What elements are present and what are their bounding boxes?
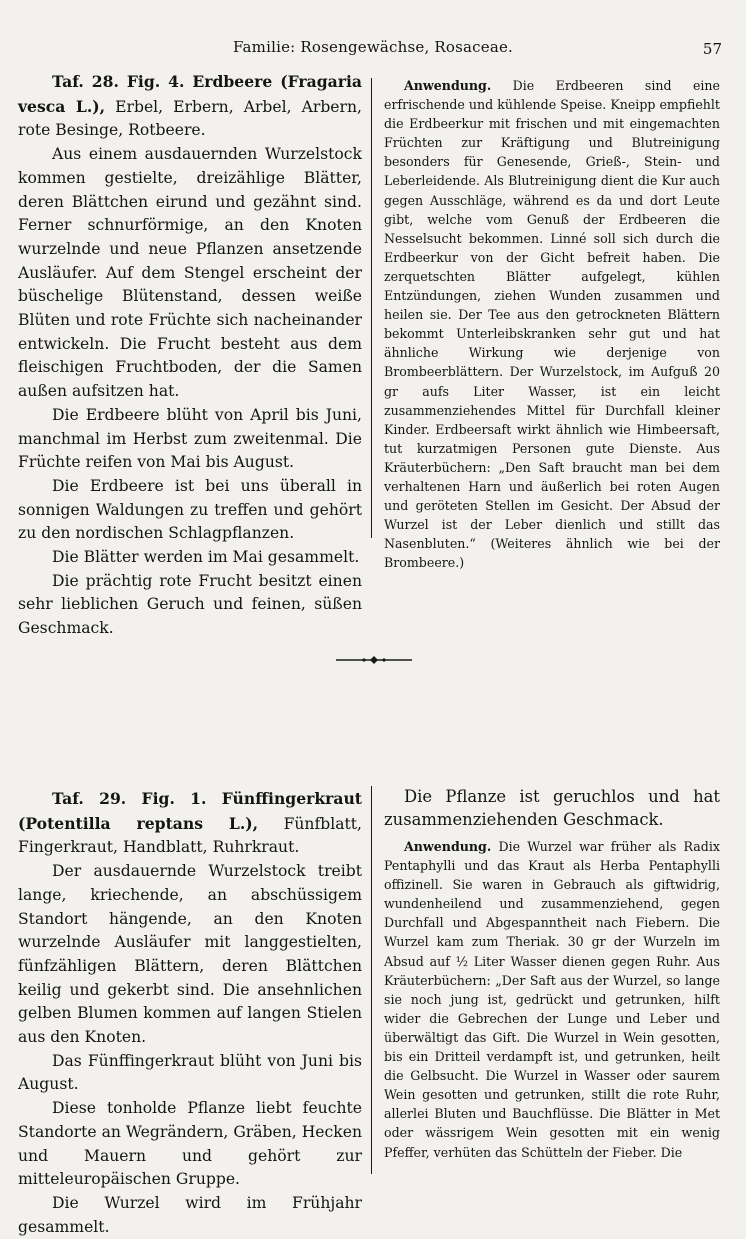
column-divider-upper [371, 78, 372, 538]
taf28-usage-label: Anwendung. [404, 78, 492, 93]
taf29-usage-label: Anwendung. [404, 839, 492, 854]
taf28-paragraph-2: Die Erdbeere blüht von April bis Juni, manchmal im Herbst zum zweitenmal. Die Früchte reifen von Mai bis August. [18, 405, 362, 472]
page-number: 57 [702, 40, 722, 58]
taf28-usage [384, 76, 720, 572]
taf29-heading: Taf. 29. Fig. 1. Fünffingerkraut (Potentilla reptans L.), [18, 789, 362, 833]
taf29-paragraph-1: Der ausdauernde Wurzelstock treibt lange, kriechende, an abschüssigem Standort hängende, an den Knoten wurzelnde Ausläufer mit langgestielten, fünfzähligen Blättern, deren Blättchen keilig und gekerbt sind. Die ansehnlichen gelben Blumen kommen auf langen Stielen aus den Knoten. [18, 862, 362, 1047]
taf29-common-names: Fünfblatt, Fingerkraut, Handblatt, Ruhrkraut. [18, 814, 362, 857]
taf28-usage-text: Die Erdbeeren sind eine erfrischende und kühlende Speise. Kneipp empfiehlt die Erdbeerkur mit frischen und mit eingemachten Früchten zur Kräftigung und Blutreinigung besonders für Genesende, Grieß-, Stein- und Leberleidende. Als Blutreinigung dient die Kur auch gegen Ausschläge, während es da und dort Leute gibt, welche vom Genuß der Erdbeeren die Nesselsucht bekommen. Linné soll sich durch die Erdbeerkur von der Gicht befreit haben. Die zerquetschten Blätter aufgelegt, kühlen Entzündungen, ziehen Wunden zusammen und heilen sie. Der Tee aus den getrockneten Blättern bekommt Unterleibskranken sehr gut und hat ähnliche Wirkung wie derjenige von Brombeerblättern. Der Wurzelstock, im Aufguß 20 gr aufs Liter Wasser, ist ein leicht zusammenziehendes Mittel für Durchfall kleiner Kinder. Erdbeersaft wirkt ähnlich wie Himbeersaft, tut kurzatmigen Personen gute Dienste. Aus Kräuterbüchern: „Den Saft braucht man bei dem verhaltenen Harn und äußerlich bei roten Augen und geröteten Stellen im Gesicht. Der Absud der Wurzel ist der Leber dienlich und stillt das Nasenbluten.“ (Weiteres ähnlich wie bei der Brombeere.) [384, 78, 720, 571]
taf28-paragraph-5: Die prächtig rote Frucht besitzt einen sehr lieblichen Geruch und feinen, süßen Geschmack. [18, 571, 362, 638]
running-head: Familie: Rosengewächse, Rosaceae. [232, 38, 514, 56]
taf28-paragraph-3: Die Erdbeere ist bei uns überall in sonnigen Waldungen zu treffen und gehört zu den nordischen Schlagpflanzen. [18, 476, 362, 543]
taf28-paragraph-4: Die Blätter werden im Mai gesammelt. [52, 548, 360, 567]
taf29-paragraph-2: Das Fünffingerkraut blüht von Juni bis August. [18, 1051, 362, 1094]
taf28-title [18, 70, 362, 143]
taf28-heading: Taf. 28. Fig. 4. Erdbeere (Fragaria vesca L.), [18, 72, 362, 116]
taf28-paragraph-1: Aus einem ausdauernden Wurzelstock kommen gestielte, dreizählige Blätter, deren Blättchen eirund und gezähnt sind. Ferner schnurförmige, an den Knoten wurzelnde und neue Pflanzen ansetzende Ausläufer. Auf dem Stengel erscheint der büschelige Blütenstand, dessen weiße Blüten und rote Früchte sich nacheinander entwickeln. Die Frucht besteht aus dem fleischigen Fruchtboden, der die Samen außen aufsitzen hat. [18, 145, 362, 401]
taf29-title [18, 787, 362, 860]
taf29-usage-text: Die Wurzel war früher als Radix Pentaphylli und das Kraut als Herba Pentaphylli offizinell. Sie waren in Gebrauch als giftwidrig, wundenheilend und zusammenziehend, gegen Durchfall und Abgespanntheit nach Fiebern. Die Wurzel kam zum Theriak. 30 gr der Wurzeln im Absud auf ½ Liter Wasser dienen gegen Ruhr. Aus Kräuterbüchern: „Der Saft aus der Wurzel, so lange sie noch jung ist, gedrückt und getrunken, hilft wider die Gebrechen der Lunge und Leber und überwältigt das Gift. Die Wurzel in Wein gesotten, bis ein Dritteil verdampft ist, und getrunken, heilt die Gelbsucht. Die Wurzel in Wasser oder saurem Wein gesotten und getrunken, stillt die rote Ruhr, allerlei Bluten und Bauchflüsse. Die Blätter in Met oder wässrigem Wein gesotten mit ein wenig Pfeffer, verhüten das Schütteln der Fieber. Die [384, 839, 720, 1160]
taf29-description-column [18, 787, 362, 1239]
taf29-usage [384, 837, 720, 1162]
taf28-description-column [18, 70, 362, 641]
taf29-paragraph-3: Diese tonholde Pflanze liebt feuchte Standorte an Wegrändern, Gräben, Hecken und Mauern und gehört zur mitteleuropäischen Gruppe. [18, 1099, 362, 1189]
taf29-usage-column [384, 785, 720, 1162]
taf29-smell-taste: Die Pflanze ist geruchlos und hat zusammenziehenden Geschmack. [384, 787, 720, 829]
taf29-paragraph-4: Die Wurzel wird im Frühjahr gesammelt. [18, 1193, 362, 1236]
taf28-usage-column [384, 76, 720, 572]
taf28-common-names: Erbel, Erbern, Arbel, Arbern, rote Besinge, Rotbeere. [18, 97, 362, 140]
column-divider-lower [371, 786, 372, 1174]
section-ornament [334, 655, 414, 665]
